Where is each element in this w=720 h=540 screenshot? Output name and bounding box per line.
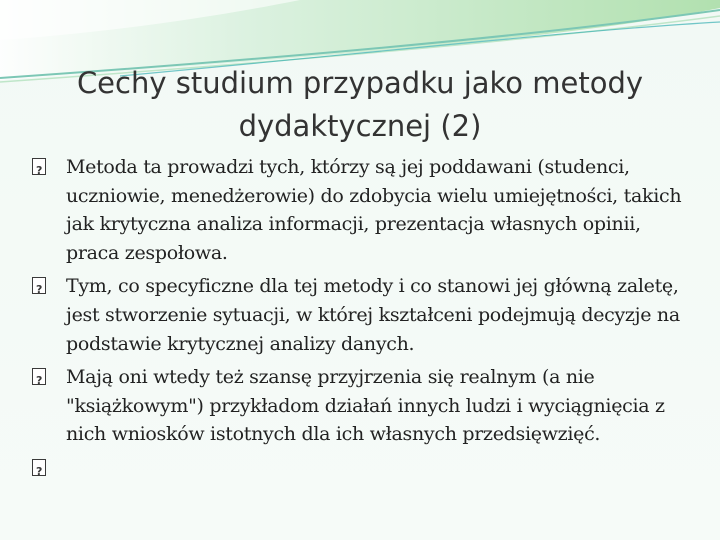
slide-body — [32, 153, 696, 485]
paragraph-text: Tym, co specyficzne dla tej metody i co stanowi jej główną zaletę, jest stworzenie sytuacji, w której kształceni podejmują decyzje na podstawie krytycznej analizy danych. — [66, 275, 680, 355]
bullet-paragraph — [32, 272, 696, 358]
paragraph-text: Mają oni wtedy też szansę przyjrzenia się realnym (a nie "książkowym") przykładom działań innych ludzi i wyciągnięcia z nich wniosków istotnych dla ich własnych przedsięwzięć. — [66, 366, 665, 446]
bullet-paragraph — [32, 363, 696, 449]
missing-glyph-bullet-icon — [32, 459, 46, 476]
bullet-paragraph-empty — [32, 454, 696, 480]
missing-glyph-bullet-icon — [32, 368, 46, 385]
missing-glyph-bullet-icon — [32, 277, 46, 294]
missing-glyph-bullet-icon — [32, 158, 46, 175]
paragraph-text: Metoda ta prowadzi tych, którzy są jej poddawani (studenci, uczniowie, menedżerowie) do zdobycia wielu umiejętności, takich jak krytyczna analiza informacji, prezentacja własnych opinii, praca zespołowa. — [66, 156, 682, 264]
slide-title: Cechy studium przypadku jako metody dydaktycznej (2) — [76, 66, 644, 143]
bullet-paragraph — [32, 153, 696, 267]
